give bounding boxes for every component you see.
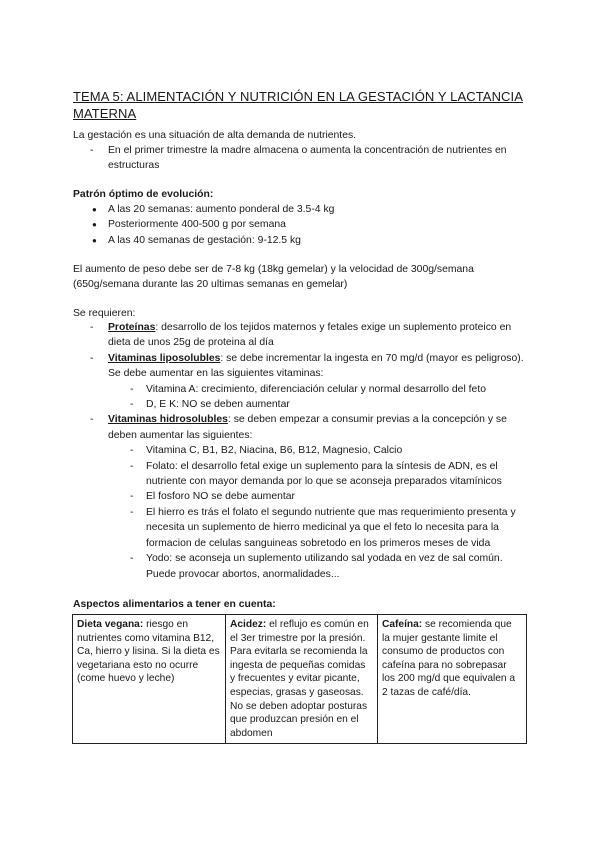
proteinas-item xyxy=(108,320,528,351)
list-item: ● A las 40 semanas de gestación: 9-12.5 kg xyxy=(108,233,528,248)
acidez-term: Acidez: xyxy=(230,619,267,630)
proteinas-text: : desarrollo de los tejidos maternos y fetales exige un suplemento proteico en dieta de unos 25g de proteina al día xyxy=(108,322,512,349)
list-item: - Vitamina C, B1, B2, Niacina, B6, B12, Magnesio, Calcio xyxy=(146,443,528,458)
table-row xyxy=(73,615,527,744)
vegana-term: Dieta vegana: xyxy=(77,619,144,630)
liposolubles-term: Vitaminas liposolubles xyxy=(108,352,221,364)
list-item: - El hierro es trás el folato el segundo nutriente que mas requerimiento presenta y necesita un suplemento de hierro medicinal ya que el feto lo necesita para la formacion de celulas sanguineas sobretodo en los primeros meses de vida xyxy=(146,505,528,551)
hidrosolubles-list xyxy=(146,443,528,582)
list-item: - El fosforo NO se debe aumentar xyxy=(146,489,528,504)
liposolubles-item xyxy=(108,351,528,413)
list-item: - Folato: el desarrollo fetal exige un suplemento para la síntesis de ADN, es el nutriente con mayor demanda por lo que se aconseja preparados vitamínicos xyxy=(146,459,528,490)
vegana-text: riesgo en nutrientes como vitamina B12, Ca, hierro y lisina. Si la dieta es vegetariana esto no ocurre (come huevo y leche) xyxy=(77,619,220,685)
hidrosolubles-item xyxy=(108,412,528,581)
aspectos-heading: Aspectos alimentarios a tener en cuenta: xyxy=(73,599,276,610)
table-cell-acidez xyxy=(226,615,378,744)
intro-text: La gestación es una situación de alta demanda de nutrientes. xyxy=(73,130,357,141)
list-item: ● Posteriormente 400-500 g por semana xyxy=(108,217,528,232)
list-item: ● A las 20 semanas: aumento ponderal de 3.5-4 kg xyxy=(108,202,528,217)
table-cell-vegana xyxy=(73,615,226,744)
intro-list xyxy=(108,143,528,174)
list-item: - Yodo: se aconseja un suplemento utilizando sal yodada en vez de sal común. Puede provocar abortos, anormalidades... xyxy=(146,551,528,582)
patron-list xyxy=(108,202,528,248)
list-item: - Vitamina A: crecimiento, diferenciación celular y normal desarrollo del feto xyxy=(146,382,528,397)
aspectos-table xyxy=(72,614,527,744)
table-cell-cafeina xyxy=(378,615,527,744)
patron-heading: Patrón óptimo de evolución: xyxy=(73,189,214,200)
cafeina-text: se recomienda que la mujer gestante limite el consumo de productos con cafeína para no sobrepasar los 200 mg/d que equivalen a 2 tazas de café/día. xyxy=(382,619,516,698)
list-item: - D, E K: NO se deben aumentar xyxy=(146,397,528,412)
requieren-list xyxy=(108,320,528,582)
list-item: - En el primer trimestre la madre almacena o aumenta la concentración de nutrientes en estructuras xyxy=(108,143,528,174)
liposolubles-list xyxy=(146,382,528,413)
page-title: TEMA 5: ALIMENTACIÓN Y NUTRICIÓN EN LA GESTACIÓN Y LACTANCIA MATERNA xyxy=(73,89,524,121)
hidrosolubles-term: Vitaminas hidrosolubles xyxy=(108,414,228,426)
liposolubles-text: : se debe incrementar la ingesta en 70 mg/d (mayor es peligroso). Se debe aumentar en las siguientes vitaminas: xyxy=(108,352,524,380)
acidez-text: el reflujo es común en el 3er trimestre por la presión. Para evitarla se recomienda la ingesta de pequeñas comidas y frecuentes y evitar picante, especias, grasas y gaseosas. No se deben adoptar posturas que produzcan presión en el abdomen xyxy=(230,619,369,739)
requieren-heading: Se requieren: xyxy=(73,308,136,319)
cafeina-term: Cafeína: xyxy=(382,619,423,630)
aumento-text: El aumento de peso debe ser de 7-8 kg (18kg gemelar) y la velocidad de 300g/semana (650g/semana durante las 20 ultimas semanas en gemelar) xyxy=(73,264,474,291)
hidrosolubles-text: : se deben empezar a consumir previas a la concepción y se deben aumentar las siguientes: xyxy=(108,414,507,441)
proteinas-term: Proteínas xyxy=(108,322,156,333)
